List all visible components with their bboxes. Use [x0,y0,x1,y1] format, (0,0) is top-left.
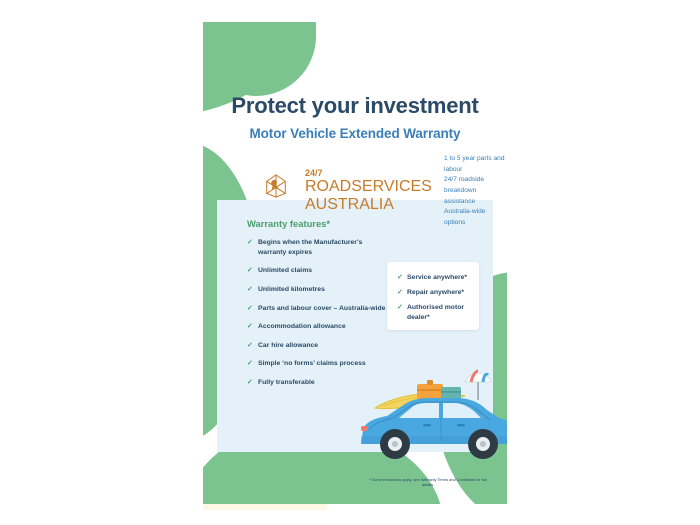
feature-label: Simple ‘no forms’ claims process [258,360,366,368]
feature-label: Unlimited claims [258,267,313,275]
feature-label: Unlimited kilometres [258,285,325,293]
kangaroo-icon [257,173,295,209]
umbrella-icon [465,371,491,400]
check-icon: ✓ [247,267,253,275]
page-subtitle: Motor Vehicle Extended Warranty [249,126,461,142]
check-icon: ✓ [247,285,253,293]
highlight-card [387,262,479,330]
check-icon: ✓ [247,323,253,331]
roadside-badge-row [257,154,507,229]
check-icon: ✓ [397,304,403,312]
luggage-icon [417,380,461,399]
badge-benefit-2: 24/7 roadside breakdown assistance [444,176,484,205]
features-heading: Warranty features* [247,218,331,229]
highlight-label: Authorised motor dealer* [407,304,465,321]
check-icon: ✓ [247,379,253,387]
feature-label: Parts and labour cover – Australia-wide [258,304,386,312]
list-item [247,341,387,351]
highlight-label: Repair anywhere* [407,289,465,297]
wheel-rear [380,429,410,459]
badge-benefit-list [444,154,507,229]
badge-247-label: 24/7 [305,167,323,178]
check-icon: ✓ [247,239,253,246]
flyer-header [203,94,507,141]
list-item [247,266,387,276]
car-illustration [353,356,507,476]
list-item [247,285,387,295]
highlight-list [387,262,479,322]
feature-label: Car hire allowance [258,341,319,349]
badge-text-block [305,169,434,214]
feature-label: Accommodation allowance [258,323,346,331]
list-item [397,288,479,297]
highlight-label: Service anywhere* [407,274,468,281]
feature-label: Begins when the Manufacturer's warranty expires [258,239,363,256]
badge-australia-label: AUSTRALIA [305,196,394,214]
badge-benefit-3: Australia-wide options [444,208,486,227]
badge-roadservices-label: ROADSERVICES [305,178,432,196]
list-item [247,322,387,332]
check-icon: ✓ [247,304,253,312]
footnote-text: * Some exclusions apply, see Warranty Terms and Conditions for full details. [369,476,487,488]
list-item [397,273,479,282]
check-icon: ✓ [247,360,253,368]
check-icon: ✓ [247,341,253,349]
warranty-flyer [203,22,507,504]
check-icon: ✓ [397,289,403,297]
list-item [397,303,479,321]
wheel-front [468,429,498,459]
page-title: Protect your investment [231,93,479,118]
list-item [247,238,387,257]
badge-benefit-1: 1 to 5 year parts and labour [444,155,505,173]
green-blob-top [211,22,316,96]
feature-label: Fully transferable [258,379,315,387]
list-item [247,304,387,314]
check-icon: ✓ [397,274,403,281]
bottom-highlight-strip [203,504,327,510]
